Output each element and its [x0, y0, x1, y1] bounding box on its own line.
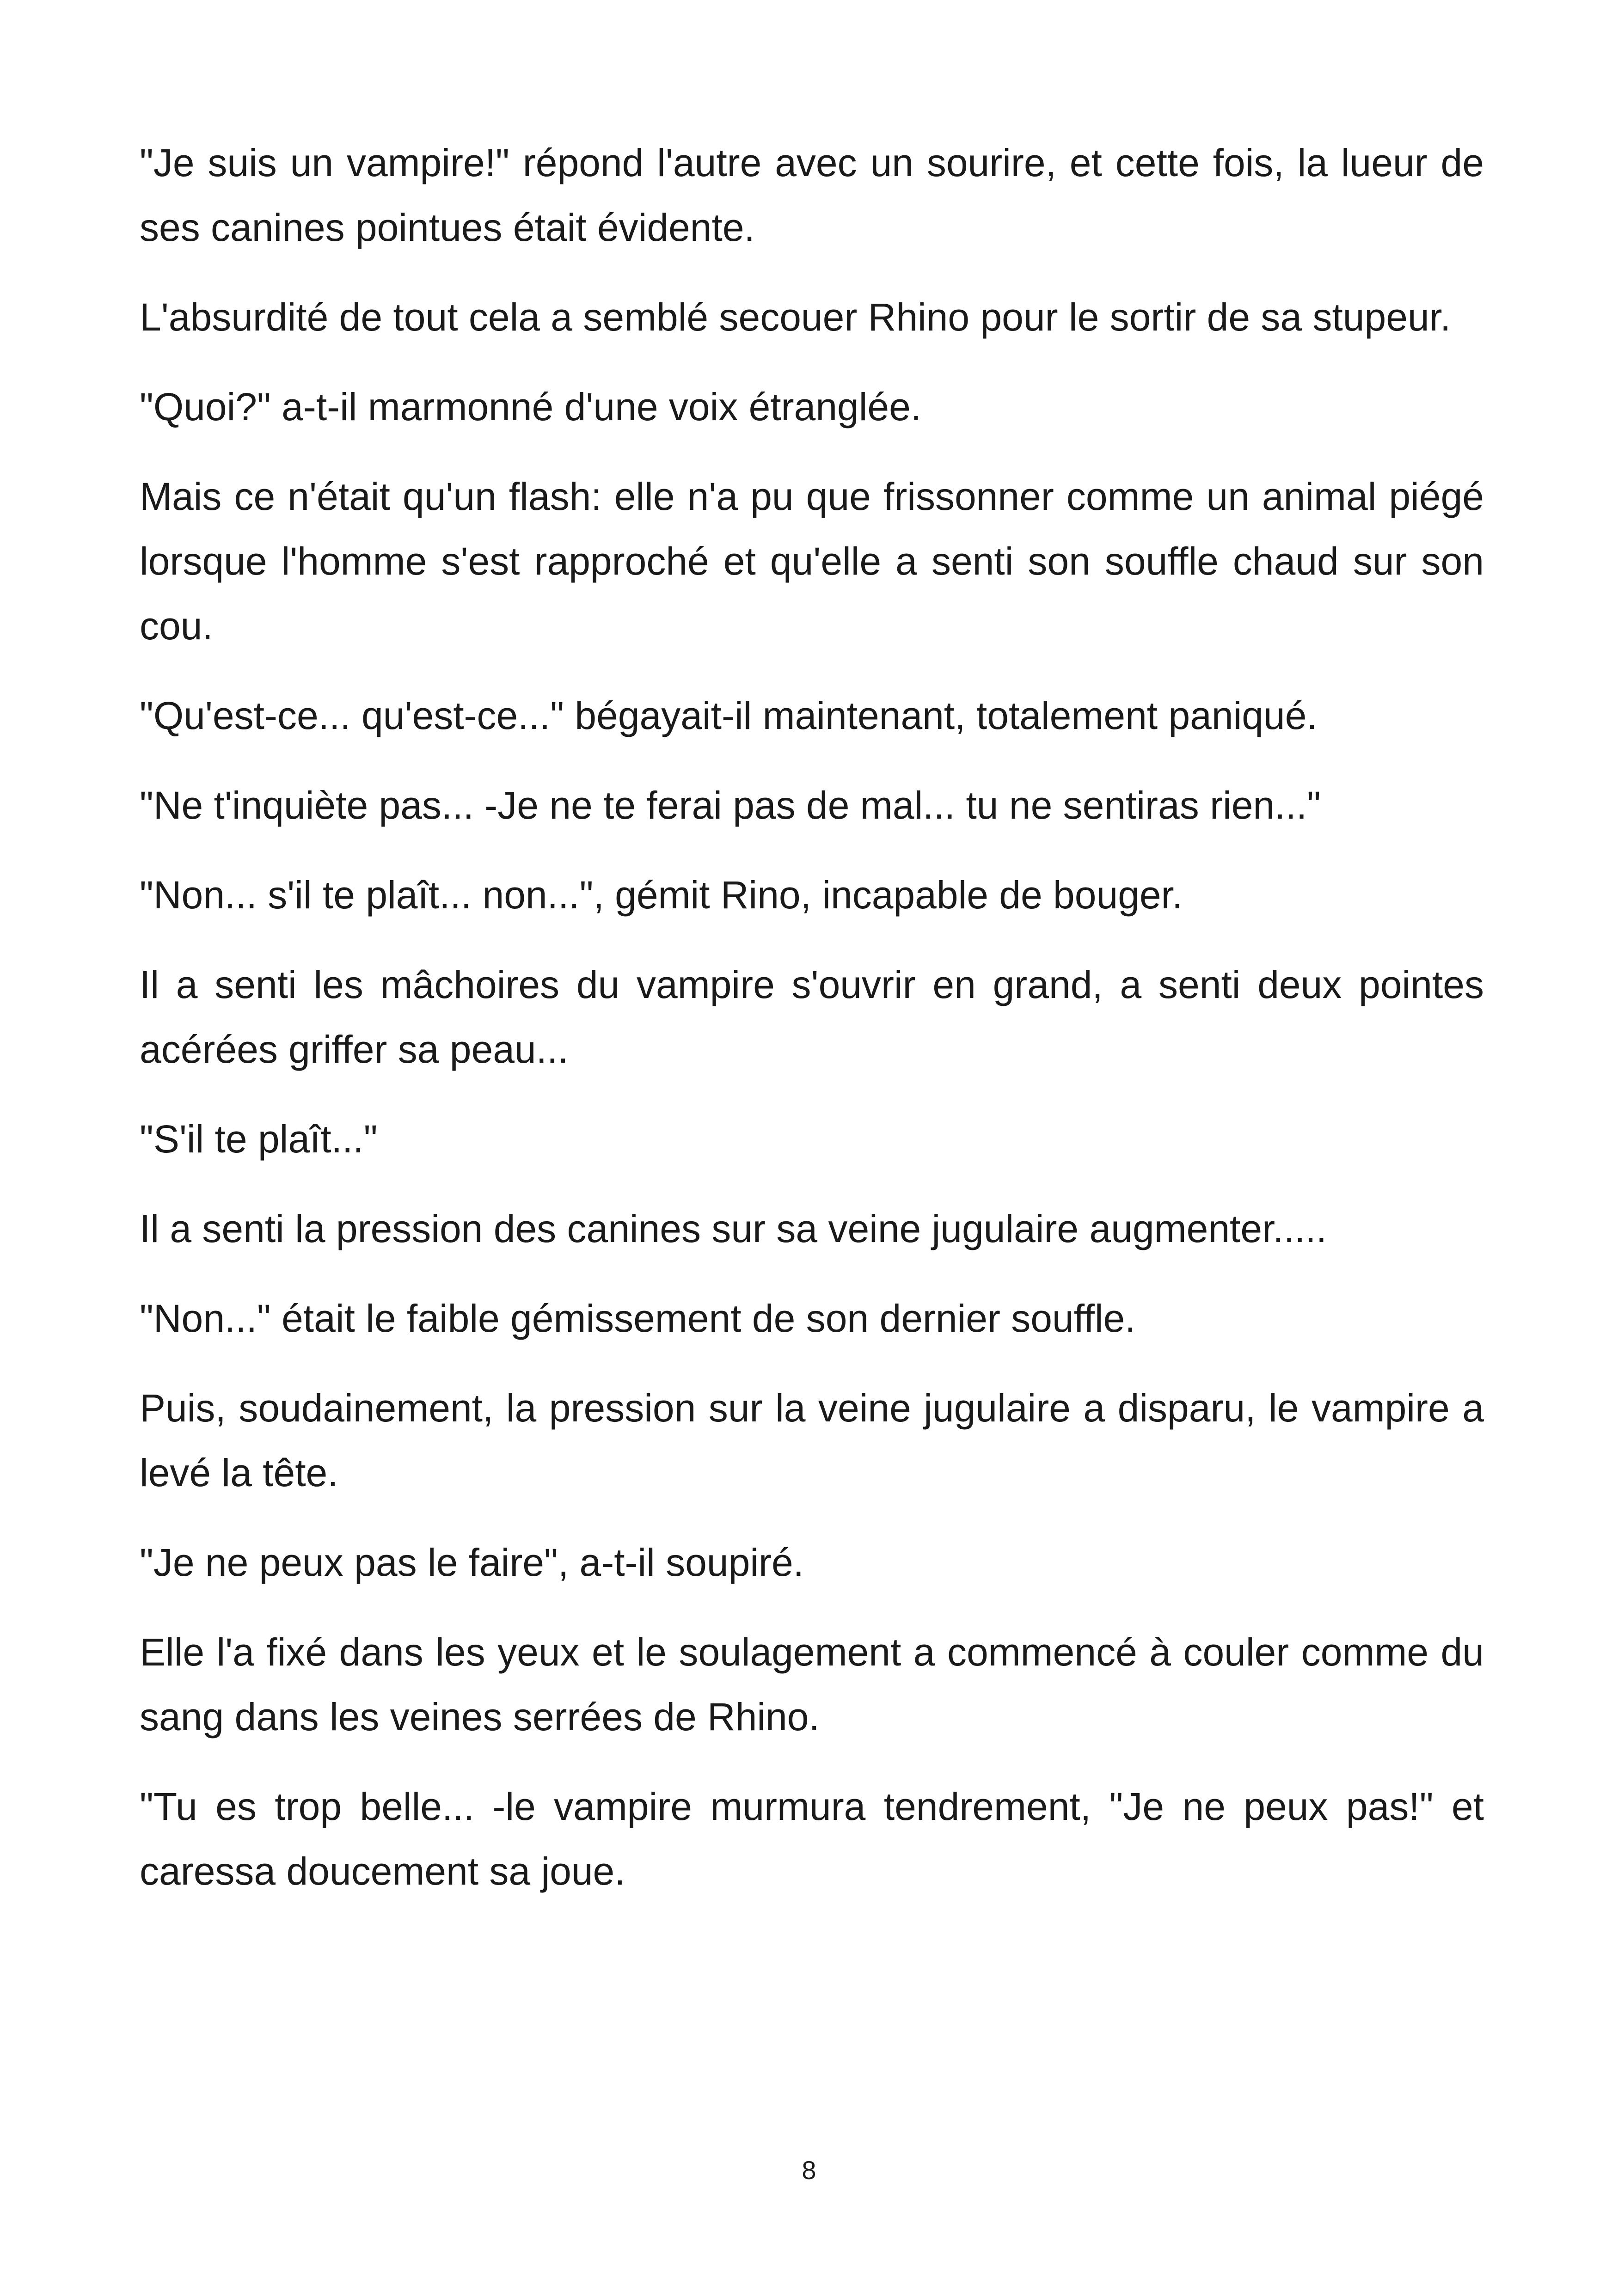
- paragraph: "Qu'est-ce... qu'est-ce..." bégayait-il maintenant, totalement paniqué.: [140, 694, 1318, 737]
- paragraph: Il a senti la pression des canines sur sa veine jugulaire augmenter.....: [140, 1207, 1327, 1250]
- paragraph: Puis, soudainement, la pression sur la veine jugulaire a disparu, le vampire a levé la tête.: [140, 1386, 1484, 1494]
- paragraph: "Non... s'il te plaît... non...", gémit Rino, incapable de bouger.: [140, 873, 1183, 917]
- paragraph: "Non..." était le faible gémissement de son dernier souffle.: [140, 1297, 1136, 1340]
- paragraph: Mais ce n'était qu'un flash: elle n'a pu que frissonner comme un animal piégé lorsque l'homme s'est rapproché et qu'elle a senti son souffle chaud sur son cou.: [140, 475, 1484, 648]
- paragraph: Elle l'a fixé dans les yeux et le soulagement a commencé à couler comme du sang dans les veines serrées de Rhino.: [140, 1630, 1484, 1739]
- paragraph: L'absurdité de tout cela a semblé secouer Rhino pour le sortir de sa stupeur.: [140, 295, 1451, 339]
- paragraph: "Ne t'inquiète pas... -Je ne te ferai pas de mal... tu ne sentiras rien...": [140, 784, 1321, 827]
- paragraph: "Je ne peux pas le faire", a-t-il soupiré.: [140, 1541, 804, 1584]
- paragraph: "S'il te plaît...": [140, 1117, 378, 1161]
- paragraph: "Quoi?" a-t-il marmonné d'une voix étranglée.: [140, 385, 922, 429]
- paragraph: "Je suis un vampire!" répond l'autre avec un sourire, et cette fois, la lueur de ses canines pointues était évidente.: [140, 141, 1484, 249]
- page-number: 8: [802, 2155, 816, 2185]
- body-text: [140, 130, 1484, 1929]
- paragraph: Il a senti les mâchoires du vampire s'ouvrir en grand, a senti deux pointes acérées griffer sa peau...: [140, 963, 1484, 1071]
- paragraph: "Tu es trop belle... -le vampire murmura tendrement, "Je ne peux pas!" et caressa doucement sa joue.: [140, 1785, 1484, 1893]
